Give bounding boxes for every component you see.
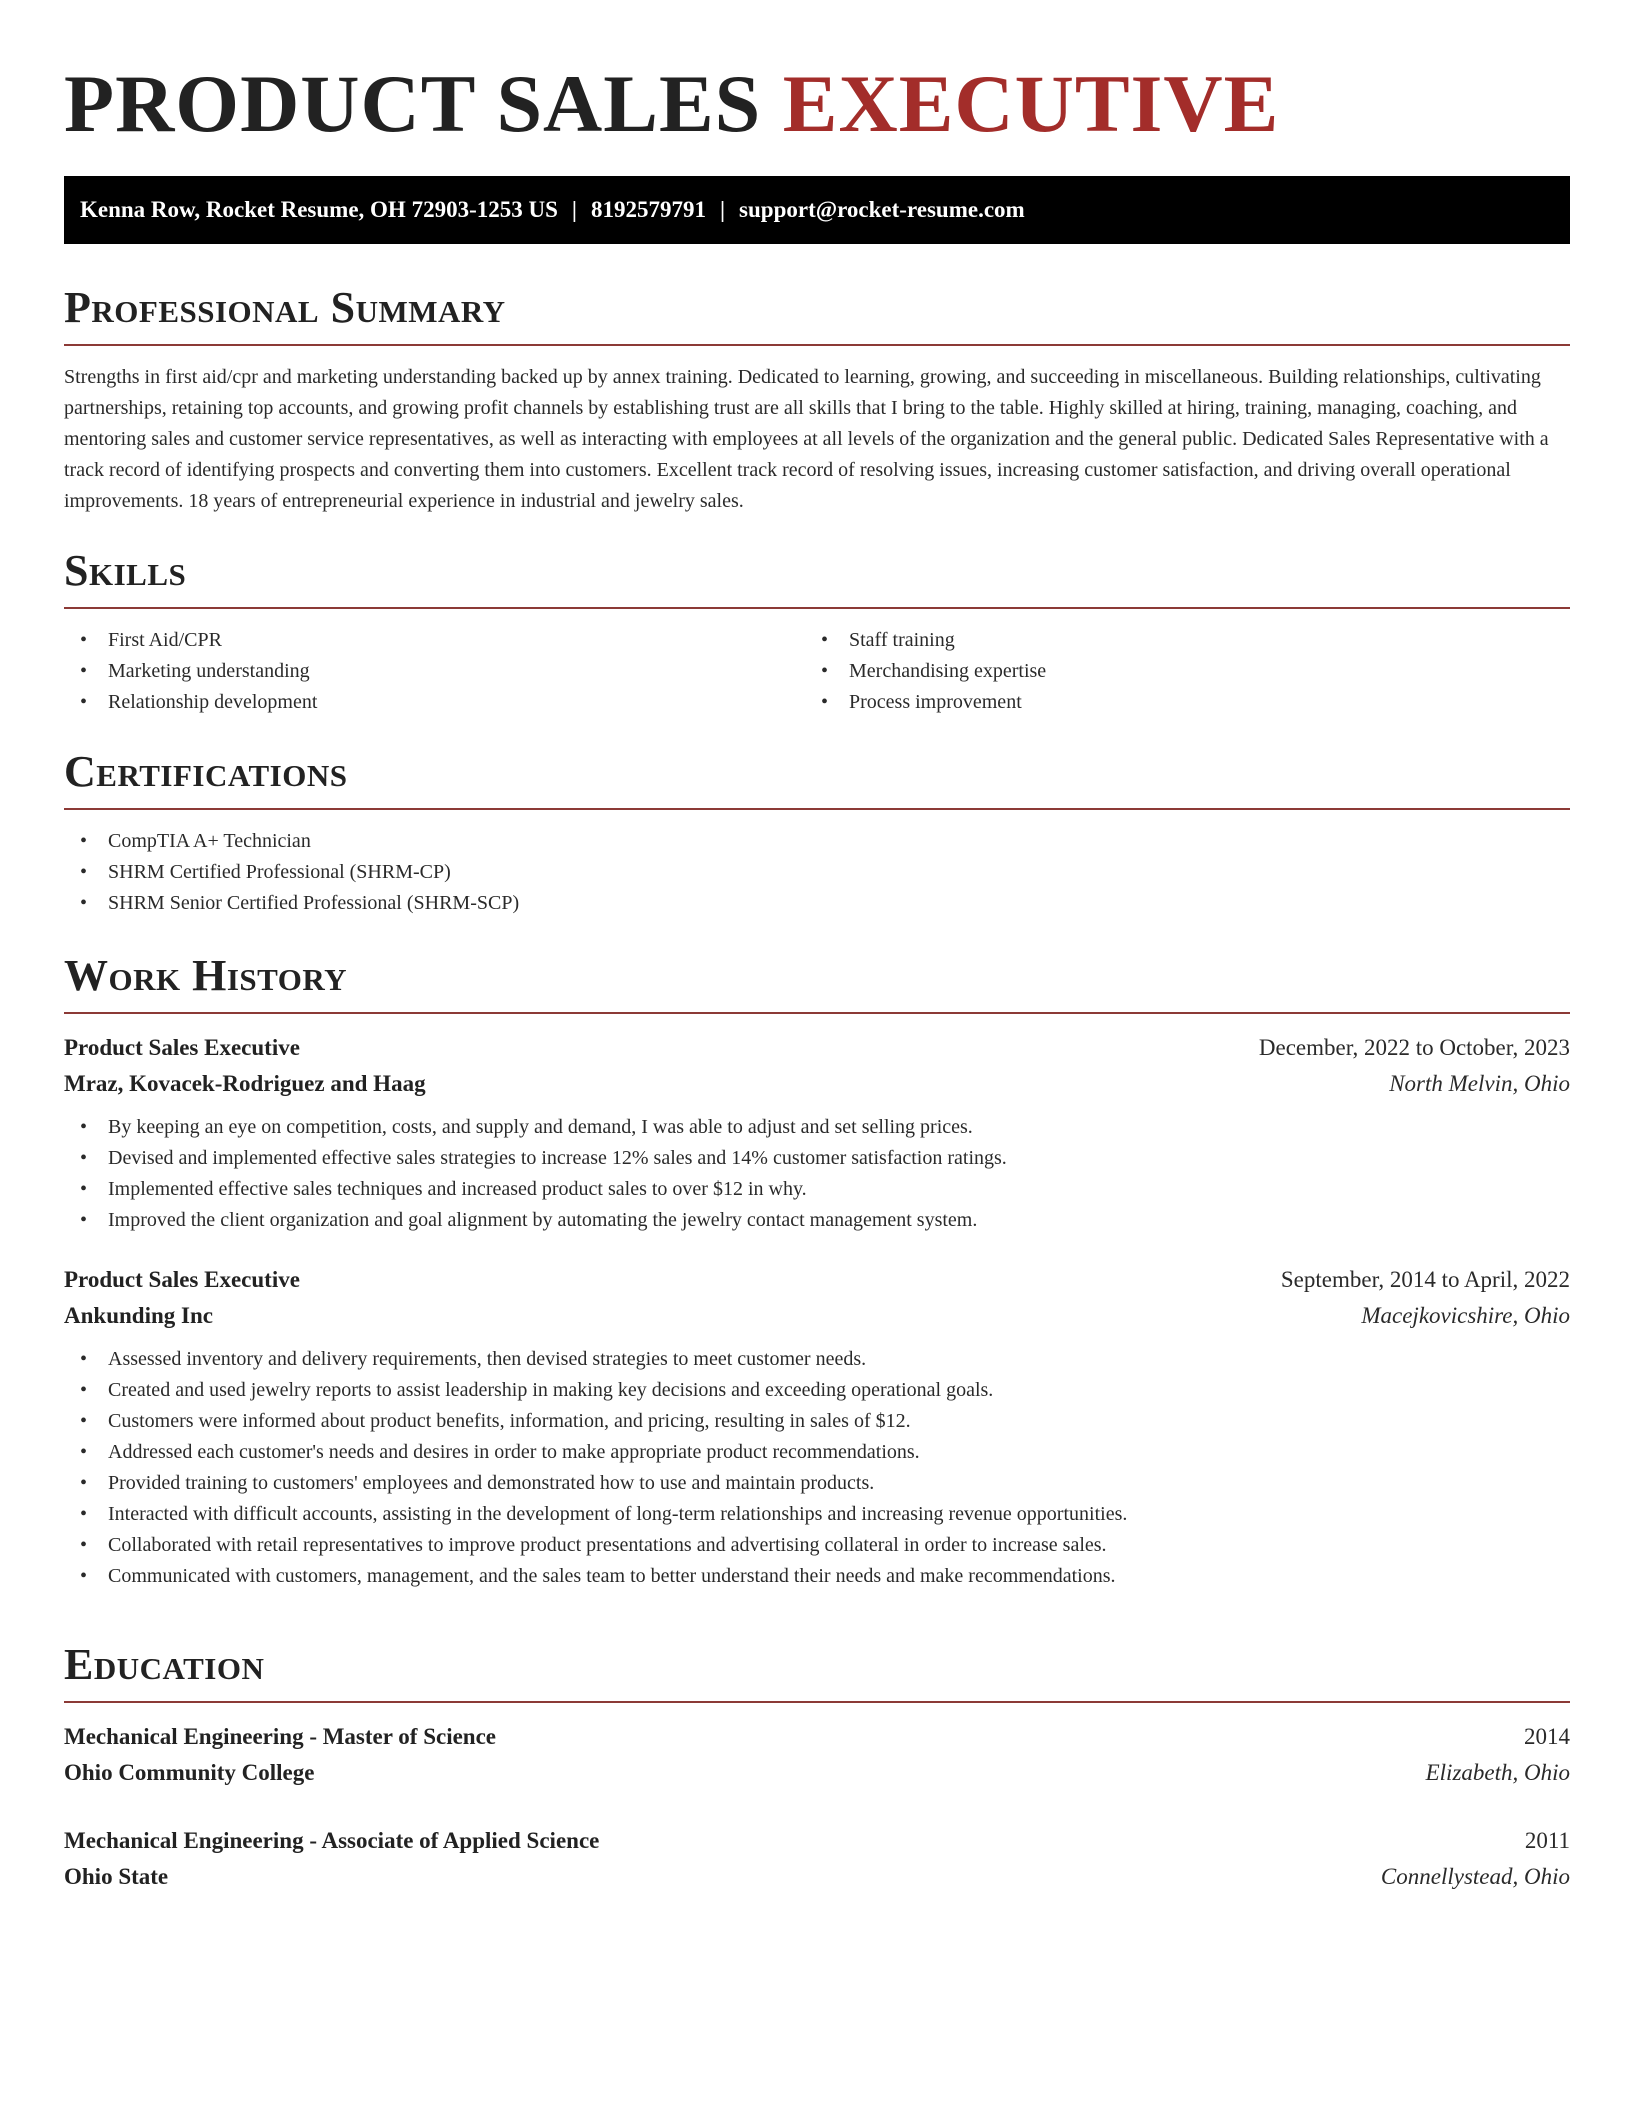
page-title [64, 56, 1279, 152]
skills-grid [64, 625, 1570, 718]
section-heading-summary: Professional Summary [64, 282, 1570, 346]
education-school: Ohio Community College [64, 1760, 315, 1785]
job-bullet: • Provided training to customers' employees and demonstrated how to use and maintain products. [64, 1468, 1570, 1499]
section-heading-skills: Skills [64, 545, 1570, 609]
contact-address: Kenna Row, Rocket Resume, OH 72903-1253 US [80, 197, 558, 222]
skill-item: • First Aid/CPR [64, 625, 805, 656]
job-bullets [64, 1112, 1570, 1236]
education-year: 2011 [1524, 1828, 1570, 1853]
job-bullet: • Devised and implemented effective sales strategies to increase 12% sales and 14% customer satisfaction ratings. [64, 1143, 1570, 1174]
title-part-1: PRODUCT SALES [64, 58, 783, 149]
job-entry [64, 1262, 1570, 1592]
contact-bar [64, 176, 1570, 244]
job-bullet: • Implemented effective sales techniques and increased product sales to over $12 in why. [64, 1174, 1570, 1205]
job-bullet: • Created and used jewelry reports to assist leadership in making key decisions and exceeding operational goals. [64, 1375, 1570, 1406]
skill-item: • Staff training [805, 625, 1546, 656]
certifications-section [64, 746, 1570, 919]
contact-phone: 8192579791 [590, 197, 706, 222]
certification-item: • CompTIA A+ Technician [64, 826, 1570, 857]
section-heading-certifications: Certifications [64, 746, 1570, 810]
job-location: Macejkovicshire, Ohio [1361, 1303, 1570, 1328]
certification-item: • SHRM Certified Professional (SHRM-CP) [64, 857, 1570, 888]
certifications-list [64, 826, 1570, 919]
certification-item: • SHRM Senior Certified Professional (SHRM-SCP) [64, 888, 1570, 919]
education-entry [64, 1719, 1570, 1791]
summary-section [64, 282, 1570, 517]
education-entry [64, 1823, 1570, 1895]
job-company: Mraz, Kovacek-Rodriguez and Haag [64, 1071, 426, 1096]
contact-separator: | [719, 197, 726, 222]
skill-item: • Relationship development [64, 687, 805, 718]
job-bullet: • By keeping an eye on competition, costs, and supply and demand, I was able to adjust and set selling prices. [64, 1112, 1570, 1143]
education-degree: Mechanical Engineering - Master of Science [64, 1724, 497, 1749]
education-section [64, 1639, 1570, 1927]
job-dates: December, 2022 to October, 2023 [1258, 1035, 1570, 1060]
job-entry [64, 1030, 1570, 1236]
title-part-2: EXECUTIVE [782, 58, 1280, 149]
job-location: North Melvin, Ohio [1389, 1071, 1570, 1096]
contact-separator: | [571, 197, 577, 222]
education-degree: Mechanical Engineering - Associate of Applied Science [64, 1828, 600, 1853]
skills-list-left [64, 625, 805, 718]
contact-email: support@rocket-resume.com [739, 197, 1025, 222]
education-location: Connellystead, Ohio [1380, 1864, 1570, 1889]
section-heading-education: Education [64, 1639, 1570, 1703]
skills-section [64, 545, 1570, 718]
job-bullets [64, 1344, 1570, 1592]
summary-text: Strengths in first aid/cpr and marketing understanding backed up by annex training. Dedicated to learning, growing, and succeeding in miscellaneous. Building relationships, cultivating partnerships, retaining top accounts, and growing profit channels by establishing trust are all skills that I bring to the table. Highly skilled at hiring, training, managing, coaching, and mentoring sales and customer service representatives, as well as interacting with employees at all levels of the organization and the general public. Dedicated Sales Representative with a track record of identifying prospects and converting them into customers. Excellent track record of resolving issues, increasing customer satisfaction, and driving overall operational improvements. 18 years of entrepreneurial experience in industrial and jewelry sales. [64, 366, 1549, 512]
job-dates: September, 2014 to April, 2022 [1280, 1267, 1570, 1292]
job-bullet: • Improved the client organization and goal alignment by automating the jewelry contact management system. [64, 1205, 1570, 1236]
education-year: 2014 [1524, 1724, 1570, 1749]
job-bullet: • Communicated with customers, management, and the sales team to better understand their needs and make recommendations. [64, 1561, 1570, 1592]
skill-item: • Process improvement [805, 687, 1546, 718]
skills-list-right [805, 625, 1546, 718]
education-school: Ohio State [64, 1864, 169, 1889]
job-title: Product Sales Executive [64, 1267, 300, 1292]
job-bullet: • Assessed inventory and delivery requirements, then devised strategies to meet customer needs. [64, 1344, 1570, 1375]
job-bullet: • Customers were informed about product benefits, information, and pricing, resulting in sales of $12. [64, 1406, 1570, 1437]
skill-item: • Merchandising expertise [805, 656, 1546, 687]
job-bullet: • Addressed each customer's needs and desires in order to make appropriate product recommendations. [64, 1437, 1570, 1468]
job-bullet: • Interacted with difficult accounts, assisting in the development of long-term relationships and increasing revenue opportunities. [64, 1499, 1570, 1530]
job-company: Ankunding Inc [64, 1303, 213, 1328]
section-heading-work-history: Work History [64, 950, 1570, 1014]
work-history-section [64, 950, 1570, 1618]
job-title: Product Sales Executive [64, 1035, 300, 1060]
education-location: Elizabeth, Ohio [1425, 1760, 1570, 1785]
job-bullet: • Collaborated with retail representatives to improve product presentations and advertising collateral in order to increase sales. [64, 1530, 1570, 1561]
skill-item: • Marketing understanding [64, 656, 805, 687]
